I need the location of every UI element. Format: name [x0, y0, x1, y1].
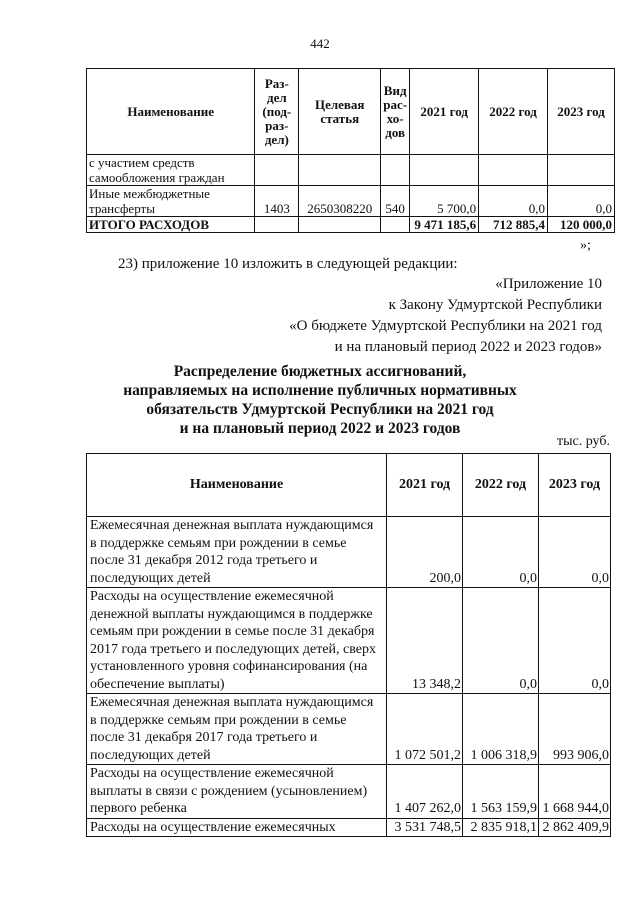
row-2022: 2 835 918,1	[463, 818, 539, 837]
annex-line: и на плановый период 2022 и 2023 годов»	[334, 339, 602, 355]
row-name: Расходы на осуществление ежемесячной выплаты в связи с рождением (усыновлением) первого ребенка	[87, 765, 387, 819]
row-target: 2650308220	[299, 186, 381, 217]
table-row	[87, 588, 611, 694]
total-2022: 712 885,4	[479, 217, 548, 233]
col-header-exp-type	[381, 69, 410, 155]
table-header-row	[87, 454, 611, 517]
table-row	[87, 765, 611, 819]
col-header-name: Наименование	[87, 454, 387, 517]
row-2023: 1 668 944,0	[538, 765, 610, 819]
annex-heading	[289, 274, 602, 358]
amendment-text: 23) приложение 10 изложить в следующей редакции:	[118, 256, 458, 272]
row-2023: 993 906,0	[538, 694, 610, 765]
obligations-table	[86, 453, 611, 837]
col-header-2021: 2021 год	[410, 69, 479, 155]
section-header-text: Раз- дел (под- раз- дел)	[262, 75, 292, 147]
row-2023: 2 862 409,9	[538, 818, 610, 837]
row-2021: 1 072 501,2	[387, 694, 463, 765]
row-2023: 0,0	[538, 517, 610, 588]
row-2022: 0,0	[463, 517, 539, 588]
col-header-target	[299, 69, 381, 155]
row-exp-type	[381, 155, 410, 186]
title-line: обязательств Удмуртской Республики на 2021 год	[146, 401, 494, 418]
col-header-2022: 2022 год	[479, 69, 548, 155]
table-row	[87, 694, 611, 765]
row-2021: 5 700,0	[410, 186, 479, 217]
title-line: направляемых на исполнение публичных нормативных	[123, 382, 517, 399]
row-2023	[548, 155, 615, 186]
table-row	[87, 517, 611, 588]
col-header-2023: 2023 год	[538, 454, 610, 517]
row-section	[255, 155, 299, 186]
title-line: Распределение бюджетных ассигнований,	[173, 363, 467, 380]
document-title	[0, 362, 640, 438]
col-header-2021: 2021 год	[387, 454, 463, 517]
row-2022: 1 563 159,9	[463, 765, 539, 819]
col-header-name: Наименование	[87, 69, 255, 155]
table-header-row	[87, 69, 615, 155]
row-2022	[479, 155, 548, 186]
row-exp-type: 540	[381, 186, 410, 217]
table-row	[87, 186, 615, 217]
annex-line: «О бюджете Удмуртской Республики на 2021 год	[289, 318, 602, 334]
row-section: 1403	[255, 186, 299, 217]
total-2023: 120 000,0	[548, 217, 615, 233]
row-name: Расходы на осуществление ежемесячной денежной выплаты нуждающимся в поддержке семьям при рождении в семье после 31 декабря 2017 года третьего и последующих детей, сверх установленного уровня софинансирования (на обеспечение выплаты)	[87, 588, 387, 694]
row-2021: 1 407 262,0	[387, 765, 463, 819]
table-row	[87, 155, 615, 186]
row-2022: 0,0	[479, 186, 548, 217]
row-name: с участием средств самообложения граждан	[87, 155, 255, 186]
row-name: Ежемесячная денежная выплата нуждающимся в поддержке семьям при рождении в семье после 31 декабря 2012 года третьего и последующих детей	[87, 517, 387, 588]
exp-type-header-text: Вид рас- хо- дов	[383, 82, 408, 140]
total-empty-cell	[299, 217, 381, 233]
row-2023: 0,0	[538, 588, 610, 694]
annex-line: «Приложение 10	[495, 276, 602, 292]
row-name: Ежемесячная денежная выплата нуждающимся в поддержке семьям при рождении в семье после 31 декабря 2017 года третьего и последующих детей	[87, 694, 387, 765]
col-header-2022: 2022 год	[463, 454, 539, 517]
row-2021: 13 348,2	[387, 588, 463, 694]
row-2022: 0,0	[463, 588, 539, 694]
row-2021	[410, 155, 479, 186]
row-2022: 1 006 318,9	[463, 694, 539, 765]
target-header-text: Целевая статья	[314, 96, 365, 126]
total-empty-cell	[255, 217, 299, 233]
units-label: тыс. руб.	[557, 434, 610, 449]
expenses-table	[86, 68, 615, 233]
table-row	[87, 818, 611, 837]
closing-quote: »;	[580, 238, 591, 253]
page-number: 442	[310, 36, 330, 51]
total-label: ИТОГО РАСХОДОВ	[87, 217, 255, 233]
title-line: и на плановый период 2022 и 2023 годов	[179, 420, 461, 437]
col-header-2023: 2023 год	[548, 69, 615, 155]
total-row	[87, 217, 615, 233]
row-2021: 200,0	[387, 517, 463, 588]
total-empty-cell	[381, 217, 410, 233]
col-header-section	[255, 69, 299, 155]
annex-line: к Закону Удмуртской Республики	[388, 297, 602, 313]
row-2023: 0,0	[548, 186, 615, 217]
row-name: Расходы на осуществление ежемесячных	[87, 818, 387, 837]
row-2021: 3 531 748,5	[387, 818, 463, 837]
total-2021: 9 471 185,6	[410, 217, 479, 233]
row-name: Иные межбюджетные трансферты	[87, 186, 255, 217]
row-target	[299, 155, 381, 186]
